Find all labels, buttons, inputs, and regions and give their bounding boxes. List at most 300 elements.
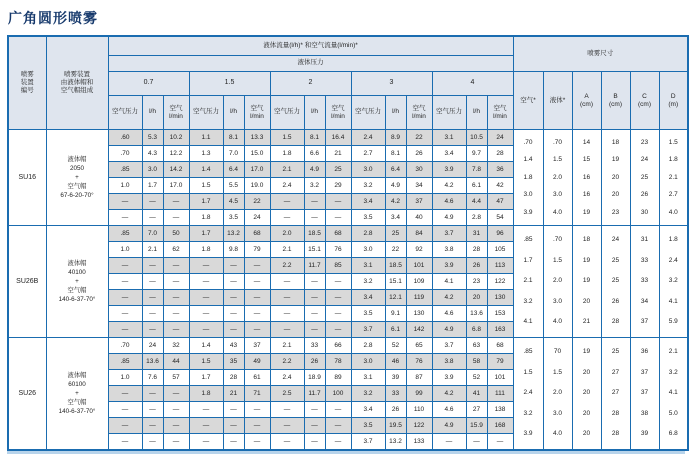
flow-value-cell: — <box>108 258 142 274</box>
flow-value-cell: — <box>270 274 304 290</box>
flow-value-cell: 17.0 <box>244 162 270 178</box>
flow-value-cell: 2.0 <box>270 226 304 242</box>
flow-value-cell: 24 <box>487 130 513 146</box>
flow-value-cell: 62 <box>163 242 189 258</box>
flow-value-cell: 34 <box>406 178 432 194</box>
flow-value-cell: — <box>108 274 142 290</box>
flow-value-cell: — <box>108 402 142 418</box>
spray-size-value: .85 <box>523 348 533 356</box>
spray-size-value: 2.1 <box>668 348 678 356</box>
flow-value-cell: 33 <box>385 386 406 402</box>
spray-size-value: 38 <box>640 409 649 417</box>
spray-size-value: 27 <box>611 389 620 397</box>
flow-value-cell: 89 <box>325 370 351 386</box>
flow-value-cell: 96 <box>487 226 513 242</box>
flow-value-cell: 100 <box>325 386 351 402</box>
flow-value-cell: 3.2 <box>351 386 385 402</box>
flow-value-cell: 13.6 <box>142 354 163 370</box>
flow-value-cell: 3.7 <box>432 338 466 354</box>
flow-value-cell: — <box>270 434 304 451</box>
header-device-number <box>8 36 46 130</box>
flow-value-cell: 1.4 <box>189 162 223 178</box>
flow-value-cell: 61 <box>244 370 270 386</box>
flow-value-cell: 110 <box>406 402 432 418</box>
flow-value-cell: — <box>325 306 351 322</box>
flow-value-cell: 54 <box>487 210 513 226</box>
flow-value-cell: 41 <box>466 386 487 402</box>
flow-value-cell: — <box>325 418 351 434</box>
flow-value-cell: 13.2 <box>385 434 406 451</box>
flow-value-cell: — <box>189 290 223 306</box>
header-size-column <box>543 72 572 130</box>
flow-value-cell: 3.7 <box>351 434 385 451</box>
flow-value-cell: — <box>304 322 325 338</box>
flow-value-cell: 25 <box>325 162 351 178</box>
device-caps-line: 140-6-37-70° <box>58 408 96 416</box>
flow-value-cell: 6.1 <box>466 178 487 194</box>
spray-size-cell <box>572 130 601 226</box>
spray-size-value: 19 <box>611 156 620 164</box>
flow-value-cell: 111 <box>487 386 513 402</box>
flow-value-cell: — <box>270 290 304 306</box>
spray-size-cell <box>630 130 659 226</box>
header-air-flow-line: 空气 <box>169 104 183 112</box>
flow-value-cell: 105 <box>487 242 513 258</box>
header-size-column-line: D <box>670 92 676 100</box>
flow-value-cell: 43 <box>223 338 244 354</box>
spray-size-value: 33 <box>640 256 649 264</box>
header-row <box>8 72 688 96</box>
flow-value-cell: 2.8 <box>466 210 487 226</box>
header-air-flow-line: 空气 <box>493 104 507 112</box>
spray-size-value: 1.5 <box>552 256 563 264</box>
flow-value-cell: 3.1 <box>432 130 466 146</box>
flow-value-cell: 11.7 <box>304 386 325 402</box>
spray-size-value: 26 <box>611 297 620 305</box>
header-pressure-value: 4 <box>432 72 513 96</box>
flow-value-cell: 1.7 <box>189 226 223 242</box>
flow-value-cell: 2.1 <box>270 162 304 178</box>
flow-value-cell: — <box>142 194 163 210</box>
flow-value-cell: 12.1 <box>385 290 406 306</box>
flow-value-cell: 50 <box>163 226 189 242</box>
header-lh: l/h <box>304 96 325 130</box>
flow-value-cell: 71 <box>244 386 270 402</box>
device-caps-line: + <box>75 277 79 285</box>
header-lh: l/h <box>223 96 244 130</box>
flow-value-cell: 4.2 <box>432 386 466 402</box>
flow-value-cell: — <box>244 434 270 451</box>
header-size-column-line: (cm) <box>580 100 593 108</box>
flow-value-cell: 1.7 <box>189 370 223 386</box>
header-lh: l/h <box>385 96 406 130</box>
spray-size-value: 1.5 <box>668 138 678 146</box>
flow-value-cell: 68 <box>325 226 351 242</box>
flow-value-cell: — <box>325 274 351 290</box>
flow-value-cell: 6.8 <box>466 322 487 338</box>
flow-value-cell: 19.0 <box>244 178 270 194</box>
header-size-column-line: A <box>584 92 589 100</box>
spray-size-value: 1.8 <box>668 236 678 244</box>
flow-value-cell: .70 <box>108 146 142 162</box>
header-size-column-line: B <box>613 92 618 100</box>
flow-value-cell: 11.7 <box>304 258 325 274</box>
flow-value-cell: 109 <box>406 274 432 290</box>
flow-value-cell: 3.4 <box>351 402 385 418</box>
header-lh: l/h <box>466 96 487 130</box>
flow-value-cell: 18.9 <box>304 370 325 386</box>
header-pressure-value: 3 <box>351 72 432 96</box>
spray-size-cell <box>601 130 630 226</box>
spray-size-value: 70 <box>553 348 562 356</box>
flow-value-cell: 26 <box>406 146 432 162</box>
flow-value-cell: 3.4 <box>385 210 406 226</box>
flow-value-cell: 8.1 <box>304 130 325 146</box>
flow-value-cell: 3.2 <box>304 178 325 194</box>
header-device-composition-line: 由液体帽和 <box>60 78 94 86</box>
spray-size-value: 24 <box>640 156 649 164</box>
spray-size-value: 26 <box>640 191 649 199</box>
flow-value-cell: — <box>163 290 189 306</box>
flow-value-cell: .85 <box>108 226 142 242</box>
spray-size-value: 4.1 <box>523 318 533 326</box>
flow-value-cell: 2.1 <box>270 242 304 258</box>
header-device-number-line: 装置 <box>20 78 34 86</box>
flow-value-cell: — <box>304 210 325 226</box>
spray-size-value: 28 <box>611 430 620 438</box>
flow-value-cell: 68 <box>244 226 270 242</box>
flow-value-cell: 42 <box>487 178 513 194</box>
flow-value-cell: 15.0 <box>244 146 270 162</box>
flow-value-cell: 122 <box>487 274 513 290</box>
flow-value-cell: 3.4 <box>351 290 385 306</box>
flow-value-cell: 5.5 <box>223 178 244 194</box>
flow-value-cell: — <box>163 386 189 402</box>
flow-value-cell: 2.8 <box>351 338 385 354</box>
spray-size-value: 39 <box>640 430 649 438</box>
flow-value-cell: 58 <box>466 354 487 370</box>
flow-value-cell: 7.6 <box>142 370 163 386</box>
flow-value-cell: 9.1 <box>385 306 406 322</box>
spray-size-value: 2.1 <box>668 173 678 181</box>
device-caps-line: + <box>75 173 79 181</box>
flow-value-cell: 101 <box>487 370 513 386</box>
data-row <box>8 130 688 146</box>
flow-value-cell: 13.6 <box>466 306 487 322</box>
spray-size-value: .70 <box>523 138 533 146</box>
flow-value-cell: 6.1 <box>385 322 406 338</box>
spray-size-value: 25 <box>611 277 620 285</box>
flow-value-cell: — <box>325 322 351 338</box>
spray-size-value: 20 <box>582 297 591 305</box>
device-caps-line: 空气帽 <box>67 183 87 191</box>
flow-value-cell: 24 <box>142 338 163 354</box>
spray-size-value: 3.9 <box>523 208 533 216</box>
flow-value-cell: — <box>270 194 304 210</box>
flow-value-cell: 4.6 <box>432 194 466 210</box>
flow-value-cell: 133 <box>406 434 432 451</box>
spray-size-value: 3.9 <box>523 430 533 438</box>
flow-value-cell: 4.9 <box>432 210 466 226</box>
flow-value-cell: 7.0 <box>223 146 244 162</box>
spray-size-cell <box>543 226 572 338</box>
spray-size-value: 37 <box>640 318 649 326</box>
flow-value-cell: — <box>108 194 142 210</box>
flow-value-cell: 1.0 <box>108 370 142 386</box>
flow-value-cell: — <box>189 434 223 451</box>
flow-value-cell: — <box>223 290 244 306</box>
flow-value-cell: 40 <box>406 210 432 226</box>
flow-value-cell: 21 <box>223 386 244 402</box>
flow-value-cell: — <box>142 274 163 290</box>
spray-size-value: 2.0 <box>552 277 563 285</box>
flow-value-cell: 29 <box>325 178 351 194</box>
flow-value-cell: 44 <box>163 354 189 370</box>
header-flow-title: 液体流量(l/h)* 和空气流量(l/min)* <box>108 36 513 56</box>
flow-value-cell: 46 <box>385 354 406 370</box>
flow-value-cell: — <box>244 290 270 306</box>
spray-size-value: 5.0 <box>668 409 678 417</box>
spray-size-value: 1.8 <box>668 156 678 164</box>
flow-value-cell: .70 <box>108 338 142 354</box>
spray-size-value: 19 <box>582 277 591 285</box>
flow-value-cell: — <box>270 418 304 434</box>
flow-value-cell: 28 <box>223 370 244 386</box>
header-lh: l/h <box>142 96 163 130</box>
spray-size-value: 1.4 <box>523 156 533 164</box>
header-air-flow-line: 空气 <box>331 104 345 112</box>
flow-value-cell: 2.4 <box>270 370 304 386</box>
flow-value-cell: 52 <box>466 370 487 386</box>
spray-size-value: 2.0 <box>552 389 563 397</box>
flow-value-cell: 3.5 <box>351 210 385 226</box>
spray-size-value: 21 <box>582 318 591 326</box>
spray-size-value: 34 <box>640 297 649 305</box>
header-air-pressure: 空气压力 <box>189 96 223 130</box>
device-caps-line: + <box>75 389 79 397</box>
flow-value-cell: 1.3 <box>189 146 223 162</box>
flow-value-cell: 15.1 <box>385 274 406 290</box>
device-caps-line: 空气帽 <box>67 287 87 295</box>
flow-value-cell: 14.2 <box>163 162 189 178</box>
flow-value-cell: — <box>189 402 223 418</box>
flow-value-cell: — <box>163 402 189 418</box>
flow-value-cell: 25 <box>385 226 406 242</box>
device-caps-line: 140-6-37-70° <box>58 296 96 304</box>
flow-value-cell: 3.4 <box>351 194 385 210</box>
flow-value-cell: 6.4 <box>223 162 244 178</box>
spray-size-cell <box>513 130 543 226</box>
flow-value-cell: 3.7 <box>432 226 466 242</box>
spray-size-cell <box>572 226 601 338</box>
flow-value-cell: 37 <box>406 194 432 210</box>
spray-size-value: 3.2 <box>668 368 678 376</box>
header-air-flow <box>325 96 351 130</box>
flow-value-cell: 3.0 <box>351 354 385 370</box>
flow-value-cell: 17.0 <box>163 178 189 194</box>
spray-size-cell <box>630 338 659 451</box>
header-air-flow-line: l/min <box>493 112 507 120</box>
flow-value-cell: 22 <box>406 130 432 146</box>
header-air-flow-line: l/min <box>331 112 345 120</box>
flow-value-cell: — <box>223 434 244 451</box>
flow-value-cell: 28 <box>487 146 513 162</box>
spray-size-cell <box>543 338 572 451</box>
flow-value-cell: — <box>163 210 189 226</box>
flow-value-cell: 30 <box>406 162 432 178</box>
flow-value-cell: 3.9 <box>432 258 466 274</box>
header-air-flow <box>406 96 432 130</box>
flow-value-cell: 8.1 <box>385 146 406 162</box>
device-caps-line: 60100 <box>68 380 86 388</box>
flow-value-cell: 130 <box>406 306 432 322</box>
spray-size-value: .70 <box>552 236 563 244</box>
flow-value-cell: 79 <box>487 354 513 370</box>
flow-value-cell: 78 <box>325 354 351 370</box>
flow-value-cell: 3.9 <box>432 370 466 386</box>
header-air-pressure: 空气压力 <box>108 96 142 130</box>
flow-value-cell: — <box>189 306 223 322</box>
flow-value-cell: 7.8 <box>466 162 487 178</box>
spray-size-value: 2.4 <box>523 389 533 397</box>
spray-size-value: 19 <box>582 256 591 264</box>
spray-size-value: 5.9 <box>668 318 678 326</box>
flow-value-cell: 85 <box>325 258 351 274</box>
flow-value-cell: 13.3 <box>244 130 270 146</box>
flow-value-cell: 1.0 <box>108 242 142 258</box>
flow-value-cell: 4.2 <box>432 178 466 194</box>
flow-value-cell: 3.5 <box>223 210 244 226</box>
flow-value-cell: — <box>325 402 351 418</box>
spray-size-value: 2.0 <box>552 173 563 181</box>
spray-size-cell <box>513 338 543 451</box>
flow-value-cell: 4.9 <box>432 322 466 338</box>
spray-size-value: 23 <box>611 208 620 216</box>
spray-size-value: 16 <box>582 173 591 181</box>
flow-value-cell: — <box>304 274 325 290</box>
flow-value-cell: 18.5 <box>385 258 406 274</box>
spray-size-value: 4.0 <box>668 208 678 216</box>
data-row <box>8 226 688 242</box>
header-spray-size: 喷雾尺寸 <box>513 36 688 72</box>
flow-value-cell: 23 <box>466 274 487 290</box>
flow-value-cell: 52 <box>385 338 406 354</box>
flow-value-cell: — <box>142 322 163 338</box>
flow-value-cell: — <box>189 322 223 338</box>
flow-value-cell: 68 <box>487 338 513 354</box>
spray-size-value: .70 <box>552 138 563 146</box>
flow-value-cell: 1.7 <box>142 178 163 194</box>
flow-value-cell: 4.5 <box>223 194 244 210</box>
spray-size-cell <box>659 338 688 451</box>
spray-size-cell <box>543 130 572 226</box>
flow-value-cell: 3.5 <box>351 306 385 322</box>
header-size-column-line: (cm) <box>609 100 622 108</box>
spray-size-cell <box>572 338 601 451</box>
header-air-flow-line: 空气 <box>250 104 264 112</box>
flow-value-cell: 4.2 <box>432 290 466 306</box>
flow-value-cell: 4.6 <box>432 306 466 322</box>
flow-value-cell: 63 <box>466 338 487 354</box>
flow-value-cell: 2.1 <box>142 242 163 258</box>
spray-size-cell <box>659 130 688 226</box>
header-pressure-value: 0.7 <box>108 72 189 96</box>
flow-value-cell: — <box>142 290 163 306</box>
device-caps-cell <box>46 130 108 226</box>
spray-size-value: 25 <box>611 256 620 264</box>
flow-value-cell: — <box>108 210 142 226</box>
spray-size-value: .85 <box>523 236 533 244</box>
header-device-composition-line: 喷雾装置 <box>64 70 90 78</box>
flow-value-cell: — <box>270 210 304 226</box>
flow-value-cell: 3.7 <box>351 322 385 338</box>
flow-value-cell: — <box>223 306 244 322</box>
flow-value-cell: — <box>108 306 142 322</box>
flow-value-cell: — <box>223 258 244 274</box>
spray-size-value: 4.0 <box>552 208 563 216</box>
flow-value-cell: 24 <box>244 210 270 226</box>
header-air-flow <box>244 96 270 130</box>
device-caps-line: 67-6-20-70° <box>60 192 94 200</box>
flow-value-cell: — <box>304 402 325 418</box>
flow-value-cell: 122 <box>406 418 432 434</box>
header-pressure-value: 1.5 <box>189 72 270 96</box>
spray-size-value: 23 <box>640 138 649 146</box>
flow-value-cell: 84 <box>406 226 432 242</box>
flow-value-cell: 4.3 <box>142 146 163 162</box>
flow-value-cell: 13.2 <box>223 226 244 242</box>
flow-value-cell: — <box>244 418 270 434</box>
spray-size-value: 25 <box>611 348 620 356</box>
header-size-column-line: (m) <box>668 100 679 108</box>
spray-data-table <box>7 35 689 451</box>
header-air-pressure: 空气压力 <box>270 96 304 130</box>
table-body <box>8 130 688 451</box>
flow-value-cell: 1.5 <box>189 178 223 194</box>
flow-value-cell: 57 <box>163 370 189 386</box>
flow-value-cell: 31 <box>466 226 487 242</box>
flow-value-cell: 27 <box>466 402 487 418</box>
spray-size-value: 37 <box>640 389 649 397</box>
flow-value-cell: 15.9 <box>466 418 487 434</box>
flow-value-cell: — <box>163 306 189 322</box>
header-device-composition-line: 空气帽组成 <box>60 87 94 95</box>
spray-size-value: 3.2 <box>668 277 678 285</box>
spray-size-value: 1.5 <box>523 368 533 376</box>
flow-value-cell: 4.9 <box>304 162 325 178</box>
flow-value-cell: 2.1 <box>270 338 304 354</box>
spray-size-cell <box>513 226 543 338</box>
spray-size-value: 20 <box>611 173 620 181</box>
flow-value-cell: 1.0 <box>108 178 142 194</box>
spray-size-value: 1.7 <box>523 256 533 264</box>
flow-value-cell: 26 <box>304 354 325 370</box>
flow-value-cell: 12.2 <box>163 146 189 162</box>
flow-value-cell: 3.0 <box>351 242 385 258</box>
flow-value-cell: 2.4 <box>351 130 385 146</box>
spray-size-value: 20 <box>582 430 591 438</box>
flow-value-cell: — <box>304 418 325 434</box>
header-air-flow <box>163 96 189 130</box>
spray-size-cell <box>601 338 630 451</box>
spray-size-cell <box>601 226 630 338</box>
flow-value-cell: — <box>142 434 163 451</box>
flow-value-cell: 18.5 <box>304 226 325 242</box>
spray-size-value: 16 <box>582 191 591 199</box>
header-size-column-line: 液体* <box>549 96 566 104</box>
flow-value-cell: — <box>108 418 142 434</box>
spray-size-value: 28 <box>611 318 620 326</box>
